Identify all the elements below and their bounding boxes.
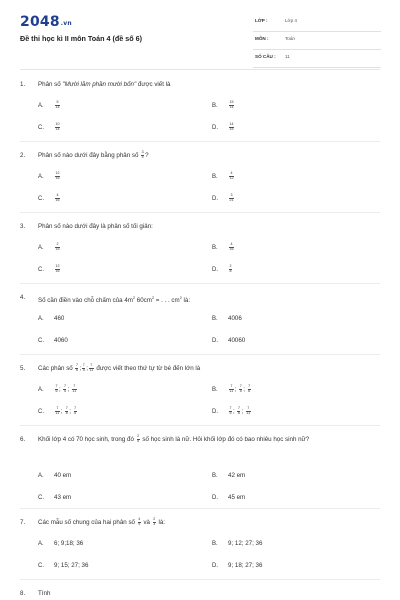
option-letter: A. [38, 174, 44, 180]
question-text [38, 518, 378, 528]
fraction-numerator: 12 [55, 171, 60, 176]
option-letter: B. [212, 174, 218, 180]
fraction-denominator: 21 [229, 197, 234, 202]
answer-option-a[interactable] [38, 385, 78, 395]
option-letter: A. [38, 245, 44, 251]
option-text: 4006 [228, 315, 242, 322]
answer-option-c[interactable] [38, 123, 61, 133]
fraction-numerator: 2 [229, 264, 232, 269]
question-fraction [141, 151, 144, 159]
fraction-numerator: 7 [230, 384, 233, 389]
meta-value: Lớp 4 [285, 18, 297, 23]
option-fraction [55, 101, 60, 109]
option-fraction [55, 407, 60, 415]
option-text: 43 em [54, 494, 72, 501]
option-fraction [55, 194, 60, 202]
fraction-numerator: 4 [56, 193, 59, 198]
option-letter: D. [212, 125, 218, 131]
math-expression: $4m^2$ $60cm^2$ = . . . $cm^2$ [124, 296, 182, 304]
option-letter: D. [212, 196, 218, 202]
option-fraction [229, 265, 232, 273]
question-divider [20, 425, 380, 426]
fraction-denominator: 4 [141, 154, 144, 159]
question-number: 1. [20, 81, 26, 88]
answer-option-b[interactable] [212, 471, 245, 481]
question-text-part: Phân số [38, 81, 63, 88]
logo-text: 2048 [20, 14, 60, 30]
option-fraction [229, 123, 234, 131]
answer-option-d[interactable] [212, 561, 262, 571]
answer-option-d[interactable] [212, 407, 252, 417]
option-text: 9; 12; 27; 36 [228, 540, 263, 547]
option-letter: A. [38, 387, 44, 393]
fraction-denominator: 6 [237, 410, 240, 415]
option-text: 9; 15; 27; 36 [54, 562, 89, 569]
option-text: 45 em [228, 494, 246, 501]
option-fraction [237, 407, 240, 415]
fraction-numerator: 2 [56, 242, 59, 247]
option-fraction [55, 243, 60, 251]
question-divider [20, 579, 380, 580]
answer-option-b[interactable] [212, 172, 235, 182]
question-text [38, 293, 378, 306]
option-text: 40 em [54, 472, 72, 479]
fraction-numerator: 2 [153, 517, 156, 522]
superscript: 2 [179, 296, 182, 300]
fraction-numerator: 7 [75, 363, 78, 368]
option-letter: C. [38, 409, 44, 415]
fraction-numerator: 4 [230, 242, 233, 247]
fraction-denominator: 16 [55, 197, 60, 202]
question-text-part: Khối lớp 4 có 70 học sinh, trong đó [38, 436, 136, 443]
option-text: 40060 [228, 337, 246, 344]
meta-row-subject [253, 32, 381, 50]
option-text: 6; 9;18; 36 [54, 540, 84, 547]
fraction-denominator: 11 [55, 410, 60, 415]
fraction-numerator: 10 [55, 122, 60, 127]
option-letter: B. [212, 316, 218, 322]
option-fraction [229, 243, 234, 251]
option-letter: D. [212, 267, 218, 273]
fraction-denominator: 6 [248, 388, 251, 393]
question-fraction [137, 435, 140, 443]
fraction-numerator: 7 [248, 384, 251, 389]
answer-option-d[interactable] [212, 493, 245, 503]
question-text [38, 364, 378, 374]
option-fraction [229, 385, 234, 393]
question-text [38, 222, 378, 232]
question-text [38, 435, 378, 445]
fraction-denominator: 5 [239, 388, 242, 393]
fraction-denominator: 11 [89, 367, 94, 372]
question-text-part: Các mẫu số chung của hai phân số [38, 519, 137, 526]
fraction-numerator: 14 [229, 122, 234, 127]
superscript: 2 [151, 296, 155, 300]
answer-option-b[interactable] [212, 243, 235, 253]
fraction-denominator: 11 [246, 410, 251, 415]
question-number: 7. [20, 519, 26, 526]
option-fraction [55, 385, 58, 393]
answer-option-b[interactable] [212, 385, 252, 395]
separator: ; [69, 408, 73, 415]
option-letter: A. [38, 103, 44, 109]
option-letter: B. [212, 103, 218, 109]
answer-option-c[interactable] [38, 265, 61, 275]
option-letter: C. [38, 495, 44, 501]
answer-option-a[interactable] [38, 243, 61, 253]
option-fraction [74, 407, 77, 415]
fraction-denominator: 15 [55, 246, 60, 251]
option-letter: A. [38, 316, 44, 322]
fraction-denominator: 15 [229, 126, 234, 131]
question-text [38, 151, 378, 161]
question-text-part: Số cần điền vào chỗ chấm của [38, 297, 125, 304]
answer-option-d[interactable] [212, 194, 235, 204]
question-text-part: ? [145, 152, 149, 159]
option-letter: C. [38, 125, 44, 131]
question-text [38, 80, 378, 90]
option-fraction [248, 385, 251, 393]
fraction-numerator: 3 [141, 150, 144, 155]
question-text-part: là: [181, 297, 191, 304]
answer-option-b[interactable] [212, 539, 262, 549]
meta-value: 11 [285, 54, 290, 59]
option-fraction [229, 194, 234, 202]
answer-option-d[interactable] [212, 336, 245, 346]
option-fraction [63, 385, 66, 393]
question-text-part: Tính [38, 590, 51, 597]
question-text-part: Phân số nào dưới đây bằng phân số [38, 152, 141, 159]
option-fraction [229, 172, 234, 180]
fraction-denominator: 16 [55, 268, 60, 273]
question-text-part: Phân số nào dưới đây là phân số tối giản: [38, 223, 153, 230]
option-fraction [65, 407, 68, 415]
question-divider [20, 283, 380, 284]
fraction-denominator: 5 [63, 388, 66, 393]
option-fraction [229, 101, 234, 109]
fraction-denominator: 11 [72, 388, 77, 393]
fraction-denominator: 16 [55, 175, 60, 180]
option-letter: B. [212, 541, 218, 547]
option-letter: B. [212, 473, 218, 479]
fraction-denominator: 5 [82, 367, 85, 372]
exam-title: Đề thi học kì II môn Toán 4 (đề số 6) [20, 34, 143, 43]
fraction-numerator: 4 [230, 171, 233, 176]
answer-option-c[interactable] [38, 493, 71, 503]
meta-label: MÔN : [255, 36, 269, 41]
separator: ; [241, 408, 245, 415]
fraction-numerator: 4 [138, 517, 141, 522]
fraction-numerator: 7 [73, 384, 76, 389]
question-text-part: Các phân số [38, 365, 75, 372]
fraction-numerator: 3 [230, 193, 233, 198]
answer-option-c[interactable] [38, 194, 61, 204]
logo-suffix: .vn [60, 20, 72, 27]
meta-label: LỚP : [255, 18, 268, 23]
question-text-part: là: [156, 519, 165, 526]
option-fraction [55, 265, 60, 273]
superscript: 2 [132, 296, 136, 300]
fraction-denominator: 12 [229, 175, 234, 180]
fraction-denominator: 6 [55, 388, 58, 393]
fraction-numerator: 7 [55, 384, 58, 389]
option-letter: D. [212, 563, 218, 569]
question-fraction [138, 518, 141, 526]
site-logo[interactable] [20, 14, 72, 30]
fraction-numerator: 7 [56, 406, 59, 411]
option-fraction [55, 172, 60, 180]
option-letter: C. [38, 338, 44, 344]
fraction-denominator: 14 [229, 104, 234, 109]
option-letter: B. [212, 387, 218, 393]
question-number: 2. [20, 152, 26, 159]
option-letter: A. [38, 541, 44, 547]
answer-option-a[interactable] [38, 172, 61, 182]
fraction-numerator: 2 [137, 434, 140, 439]
fraction-numerator: 7 [74, 406, 77, 411]
answer-option-a[interactable] [38, 314, 64, 324]
question-number: 8. [20, 590, 26, 597]
fraction-denominator: 16 [229, 246, 234, 251]
header-divider [20, 69, 380, 70]
answer-option-c[interactable] [38, 336, 68, 346]
meta-row-count [253, 50, 381, 68]
question-divider [20, 354, 380, 355]
question-divider [20, 508, 380, 509]
answer-option-d[interactable] [212, 265, 233, 275]
answer-option-c[interactable] [38, 407, 78, 417]
separator: ; [79, 365, 82, 372]
exam-header [0, 0, 400, 66]
fraction-numerator: 7 [247, 406, 250, 411]
question-number: 6. [20, 436, 26, 443]
question-text-part: được viết là [136, 81, 171, 88]
separator: ; [59, 386, 63, 393]
answer-option-b[interactable] [212, 101, 235, 111]
fraction-numerator: 7 [63, 384, 66, 389]
question-divider [20, 141, 380, 142]
fraction-numerator: 7 [82, 363, 85, 368]
question-number: 5. [20, 365, 26, 372]
option-fraction [229, 407, 232, 415]
option-text: 9; 18; 27; 36 [228, 562, 263, 569]
fraction-denominator: 5 [137, 438, 140, 443]
option-fraction [55, 123, 60, 131]
option-letter: A. [38, 473, 44, 479]
separator: ; [86, 365, 88, 372]
fraction-numerator: 7 [239, 384, 242, 389]
fraction-denominator: 8 [229, 268, 232, 273]
option-letter: B. [212, 245, 218, 251]
question-text [38, 589, 378, 599]
question-text-part: số học sinh là nữ. Hỏi khối lớp đó có bao nhiêu học sinh nữ? [140, 436, 310, 443]
fraction-numerator: 5 [56, 100, 59, 105]
question-quote: "Mười lăm phần mười bốn" [62, 81, 137, 88]
fraction-denominator: 6 [75, 367, 78, 372]
option-letter: D. [212, 338, 218, 344]
fraction-denominator: 6 [65, 410, 68, 415]
option-text: 4060 [54, 337, 68, 344]
fraction-denominator: 5 [74, 410, 77, 415]
fraction-numerator: 12 [55, 264, 60, 269]
fraction-denominator: 5 [229, 410, 232, 415]
meta-value: Toán [285, 36, 295, 41]
answer-option-c[interactable] [38, 561, 88, 571]
meta-row-class [253, 14, 381, 32]
separator: ; [234, 386, 239, 393]
option-fraction [72, 385, 77, 393]
question-number: 4. [20, 294, 26, 301]
exam-meta [253, 14, 381, 68]
option-letter: D. [212, 409, 218, 415]
separator: ; [67, 386, 71, 393]
option-fraction [246, 407, 251, 415]
option-letter: D. [212, 495, 218, 501]
question-text-part: và [141, 519, 152, 526]
fraction-denominator: 14 [55, 104, 60, 109]
answer-option-a[interactable] [38, 471, 71, 481]
question-fraction [153, 518, 156, 526]
answer-option-a[interactable] [38, 539, 83, 549]
option-letter: C. [38, 196, 44, 202]
answer-option-d[interactable] [212, 123, 235, 133]
question-fraction [89, 364, 94, 372]
option-fraction [239, 385, 242, 393]
option-letter: C. [38, 267, 44, 273]
separator: ; [233, 408, 237, 415]
option-text: 460 [54, 315, 65, 322]
option-letter: C. [38, 563, 44, 569]
answer-option-b[interactable] [212, 314, 242, 324]
fraction-denominator: 3 [153, 521, 156, 526]
fraction-numerator: 15 [229, 100, 234, 105]
answer-option-a[interactable] [38, 101, 61, 111]
question-number: 3. [20, 223, 26, 230]
fraction-denominator: 14 [55, 126, 60, 131]
option-text: 42 em [228, 472, 246, 479]
fraction-numerator: 7 [229, 406, 232, 411]
separator: ; [60, 408, 65, 415]
question-text-part: được viết theo thứ tự từ bé đến lớn là [94, 365, 201, 372]
question-fraction [82, 364, 85, 372]
question-divider [20, 212, 380, 213]
fraction-numerator: 7 [65, 406, 68, 411]
fraction-numerator: 7 [237, 406, 240, 411]
fraction-denominator: 11 [229, 388, 234, 393]
fraction-denominator: 9 [138, 521, 141, 526]
meta-label: SỐ CÂU : [255, 54, 276, 59]
fraction-numerator: 7 [90, 363, 93, 368]
separator: ; [243, 386, 247, 393]
